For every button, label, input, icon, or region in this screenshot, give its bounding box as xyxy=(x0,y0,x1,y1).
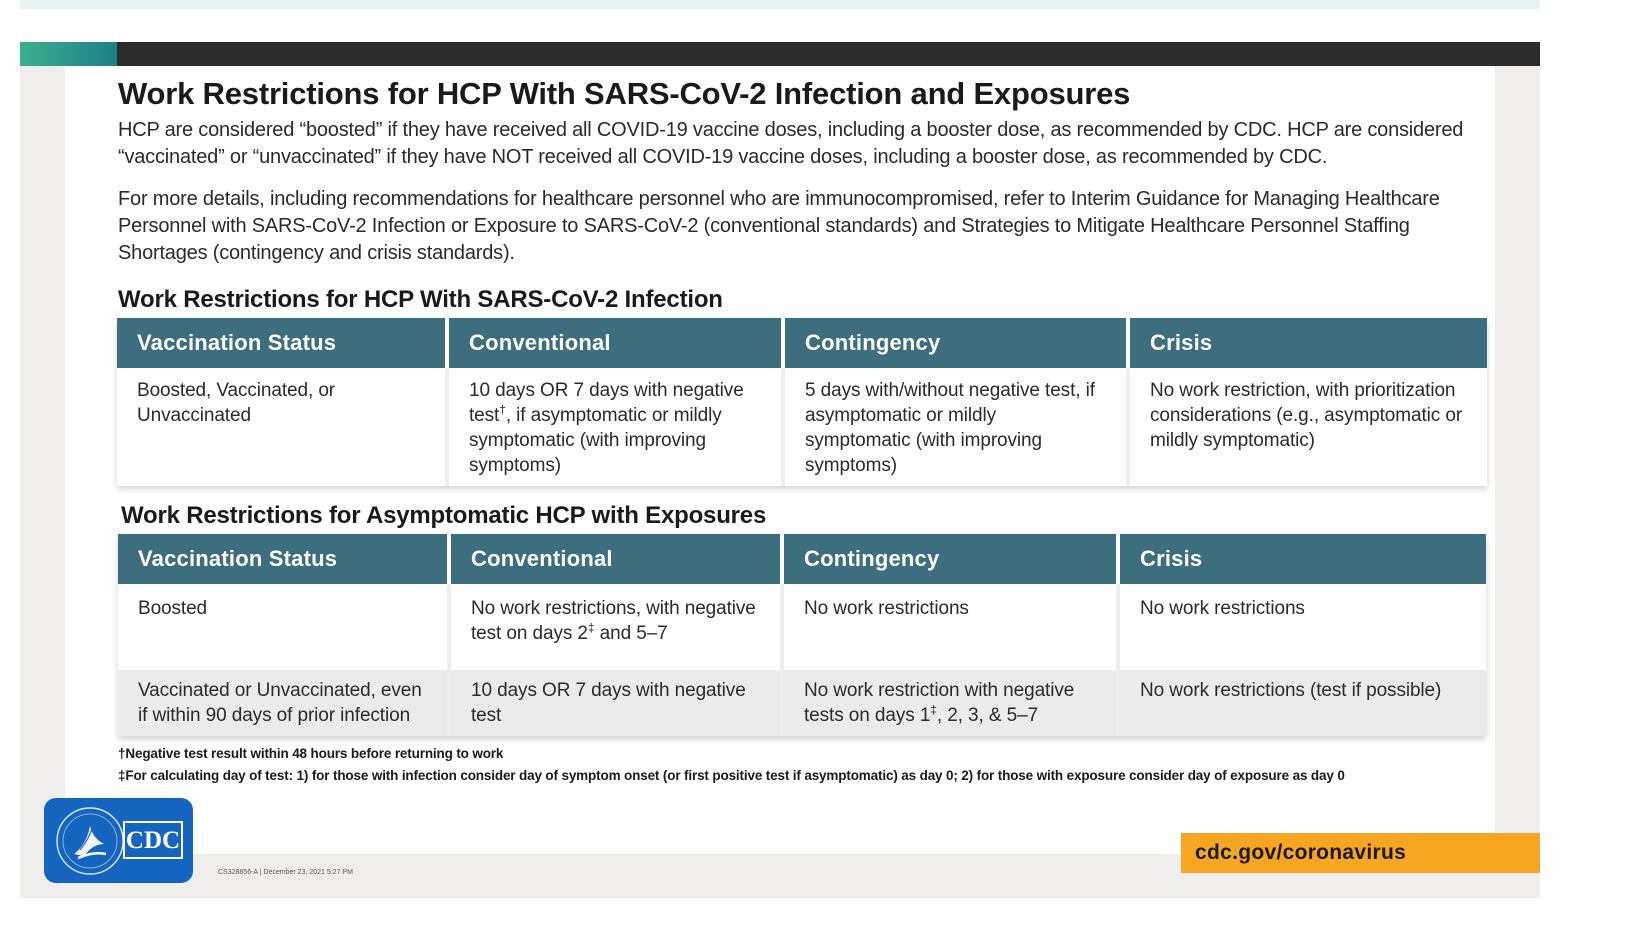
cell-vaccination-status: Boosted, Vaccinated, or Unvaccinated xyxy=(117,368,449,486)
intro-paragraph: HCP are considered “boosted” if they have received all COVID-19 vaccine doses, including a booster dose, as recommended by CDC. HCP are considered “vaccinated” or “unvaccinated” if they have NOT received all COVID-19 vaccine doses, including a booster dose, as recommended by CDC. xyxy=(118,119,1464,168)
table-row xyxy=(118,584,1486,670)
table-row xyxy=(117,368,1487,486)
page-title: Work Restrictions for HCP With SARS-CoV-2 Infection and Exposures xyxy=(118,76,1131,111)
cdc-logo xyxy=(44,798,193,883)
document-code: CS328856-A | December 23, 2021 5:27 PM xyxy=(218,869,353,876)
header-conventional: Conventional xyxy=(449,318,785,368)
exposure-table xyxy=(118,534,1486,736)
header-vaccination-status: Vaccination Status xyxy=(118,534,451,584)
header-crisis: Crisis xyxy=(1120,534,1486,584)
cell-crisis: No work restrictions xyxy=(1120,584,1486,670)
header-accent-teal xyxy=(20,42,117,66)
header-conventional: Conventional xyxy=(451,534,784,584)
cell-contingency: No work restriction with negative tests on days 1‡, 2, 3, & 5–7 xyxy=(784,670,1120,736)
table-row xyxy=(118,670,1486,736)
header-crisis: Crisis xyxy=(1130,318,1487,368)
cdc-logo-text: CDC xyxy=(125,827,181,854)
footnote-dagger: †Negative test result within 48 hours before returning to work xyxy=(118,746,504,761)
cell-contingency: 5 days with/without negative test, if asymptomatic or mildly symptomatic (with improving symptoms) xyxy=(785,368,1130,486)
footnote-double-dagger: ‡For calculating day of test: 1) for those with infection consider day of symptom onset (or first positive test if asymptomatic) as day 0; 2) for those with exposure consider day of exposure as day 0 xyxy=(118,768,1345,783)
top-strip xyxy=(20,0,1540,9)
cell-conventional: No work restrictions, with negative test on days 2‡ and 5–7 xyxy=(451,584,784,670)
header-contingency: Contingency xyxy=(785,318,1130,368)
cell-contingency: No work restrictions xyxy=(784,584,1120,670)
infection-table-header-row xyxy=(117,318,1487,368)
cell-conventional: 10 days OR 7 days with negative test xyxy=(451,670,784,736)
header-accent-bar xyxy=(20,42,1540,66)
cell-vaccination-status: Vaccinated or Unvaccinated, even if within 90 days of prior infection xyxy=(118,670,451,736)
exposure-section-title: Work Restrictions for Asymptomatic HCP with Exposures xyxy=(121,502,767,529)
cell-crisis: No work restriction, with prioritization considerations (e.g., asymptomatic or mildly symptomatic) xyxy=(1150,380,1463,451)
details-paragraph: For more details, including recommendations for healthcare personnel who are immunocompromised, refer to Interim Guidance for Managing Healthcare Personnel with SARS-CoV-2 Infection or Exposure to SARS-CoV-2 (conventional standards) and Strategies to Mitigate Healthcare Personnel Staffing Shortages (contingency and crisis standards). xyxy=(118,188,1440,264)
infection-section-title: Work Restrictions for HCP With SARS-CoV-2 Infection xyxy=(118,286,723,313)
infection-table xyxy=(117,318,1487,486)
cell-crisis: No work restrictions (test if possible) xyxy=(1120,670,1486,736)
cell-conventional: 10 days OR 7 days with negative test†, if asymptomatic or mildly symptomatic (with improving symptoms) xyxy=(449,368,785,486)
header-vaccination-status: Vaccination Status xyxy=(117,318,449,368)
exposure-table-header-row xyxy=(118,534,1486,584)
website-badge[interactable] xyxy=(1181,833,1540,873)
website-link[interactable]: cdc.gov/coronavirus xyxy=(1195,841,1407,864)
header-contingency: Contingency xyxy=(784,534,1120,584)
cell-vaccination-status: Boosted xyxy=(118,584,451,670)
